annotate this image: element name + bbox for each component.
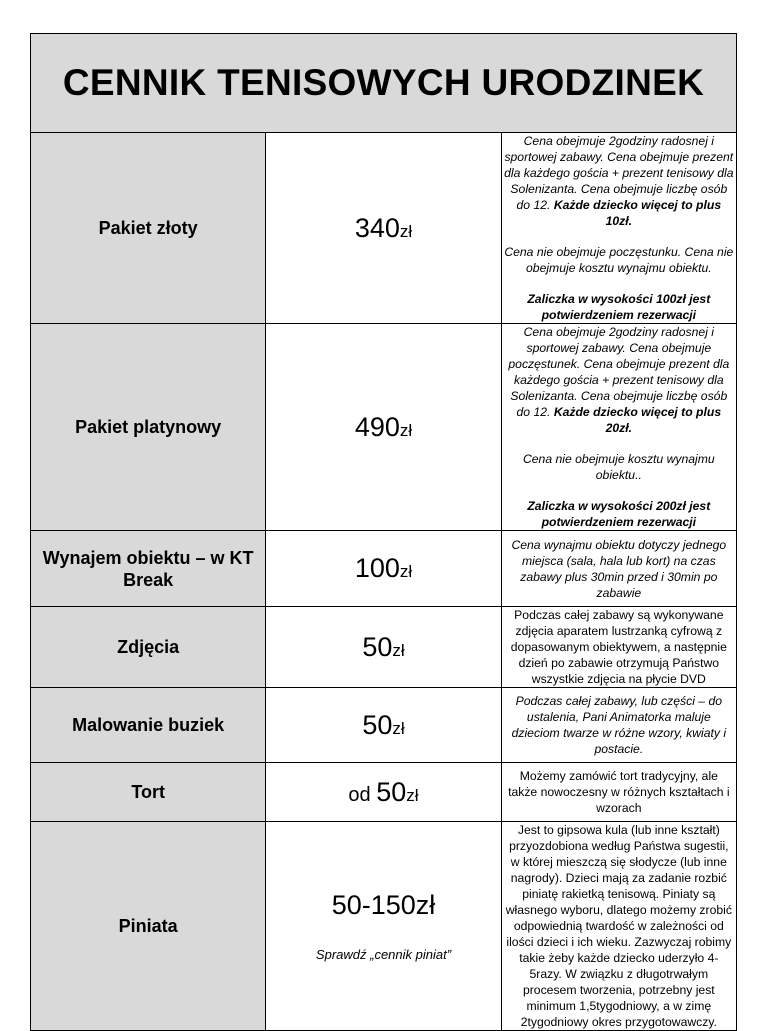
- item-name: Pakiet platynowy: [31, 324, 266, 531]
- item-price: [266, 607, 501, 688]
- item-name: Zdjęcia: [31, 607, 266, 688]
- table-row: [31, 324, 737, 531]
- price-amount: 340: [354, 212, 400, 243]
- item-name: Piniata: [31, 822, 266, 1031]
- price-unit: zł: [399, 562, 413, 581]
- desc-text: Cena obejmuje 2godziny radosnej i sportowej zabawy. Cena obejmuje prezent dla każdego gościa + prezent tenisowy dla Solenizanta. Cena obejmuje liczbę osób do 12.: [504, 134, 734, 212]
- price-amount: 490: [354, 411, 400, 442]
- item-name: Pakiet złoty: [31, 133, 266, 324]
- price-prefix: od: [348, 783, 377, 806]
- table-row: [31, 763, 737, 822]
- table-row: [31, 531, 737, 607]
- table-row: [31, 688, 737, 763]
- price-list-table: [30, 33, 737, 1031]
- item-description: [501, 133, 736, 324]
- desc-bold: Każde dziecko więcej to plus 20zł.: [553, 405, 722, 435]
- price-amount: 50: [362, 631, 393, 662]
- deposit-note: Zaliczka w wysokości 100zł jest potwierdzeniem rezerwacji: [527, 292, 711, 322]
- item-description: [501, 324, 736, 531]
- item-price: [266, 531, 501, 607]
- desc-text: Cena obejmuje 2godziny radosnej i sportowej zabawy. Cena obejmuje poczęstunek. Cena obejmuje prezent dla każdego gościa + prezent tenisowy dla Solenizanta. Cena obejmuje liczbę osób do 12.: [508, 325, 730, 419]
- item-name: Malowanie buziek: [31, 688, 266, 763]
- desc-text: Cena nie obejmuje kosztu wynajmu obiektu..: [522, 452, 715, 482]
- item-description: Cena wynajmu obiektu dotyczy jednego miejsca (sala, hala lub kort) na czas zabawy plus 30min przed i 30min po zabawie: [501, 531, 736, 607]
- item-price: [266, 688, 501, 763]
- table-row: [31, 822, 737, 1031]
- table-row: [31, 607, 737, 688]
- item-description: Możemy zamówić tort tradycyjny, ale także nowoczesny w różnych kształtach i wzorach: [501, 763, 736, 822]
- price-note: Sprawdź „cennik piniat”: [315, 947, 452, 962]
- item-name: Tort: [31, 763, 266, 822]
- deposit-note: Zaliczka w wysokości 200zł jest potwierdzeniem rezerwacji: [527, 499, 711, 529]
- item-price: [266, 822, 501, 1031]
- item-description: Podczas całej zabawy, lub części – do ustalenia, Pani Animatorka maluje dzieciom twarze w różne wzory, kwiaty i postacie.: [501, 688, 736, 763]
- price-amount: 100: [354, 553, 400, 583]
- price-amount: 50: [362, 709, 393, 740]
- item-price: [266, 324, 501, 531]
- price-unit: zł: [406, 785, 419, 805]
- table-row: [31, 133, 737, 324]
- desc-text: Cena nie obejmuje poczęstunku. Cena nie obejmuje kosztu wynajmu obiektu.: [504, 245, 734, 275]
- price-amount: 50-150zł: [331, 890, 436, 920]
- item-name: Wynajem obiektu – w KT Break: [31, 531, 266, 607]
- title-row: [31, 34, 737, 133]
- item-price: [266, 133, 501, 324]
- item-description: Podczas całej zabawy są wykonywane zdjęcia aparatem lustrzanką cyfrową z dopasowanym obiektywem, a następnie dzień po zabawie otrzymują Państwo wszystkie zdjęcia na płycie DVD: [501, 607, 736, 688]
- desc-bold: Każde dziecko więcej to plus 10zł.: [553, 198, 722, 228]
- item-description: Jest to gipsowa kula (lub inne kształt) przyozdobiona według Państwa sugestii, w której mieszczą się słodycze (lub inne nagrody). Dzieci mają za zadanie rozbić piniatę rakietką tenisową. Piniaty są własnego wyboru, dlatego możemy zrobić odpowiednią twardość w zależności od ilości dzieci i ich wieku. Zazwyczaj robimy takie żeby każde dziecko uderzyło 4-5razy. W związku z długotrwałym procesem tworzenia, potrzebny jest minimum 1,5tygodniowy, a w zimę 2tygodniowy okres przygotowawczy.: [501, 822, 736, 1031]
- price-amount: 50: [376, 776, 407, 807]
- item-price: [266, 763, 501, 822]
- price-unit: zł: [399, 420, 413, 440]
- price-unit: zł: [399, 221, 413, 241]
- price-unit: zł: [392, 718, 405, 738]
- title-cell: [31, 34, 737, 133]
- page-title: CENNIK TENISOWYCH URODZINEK: [62, 62, 705, 103]
- price-unit: zł: [392, 640, 405, 660]
